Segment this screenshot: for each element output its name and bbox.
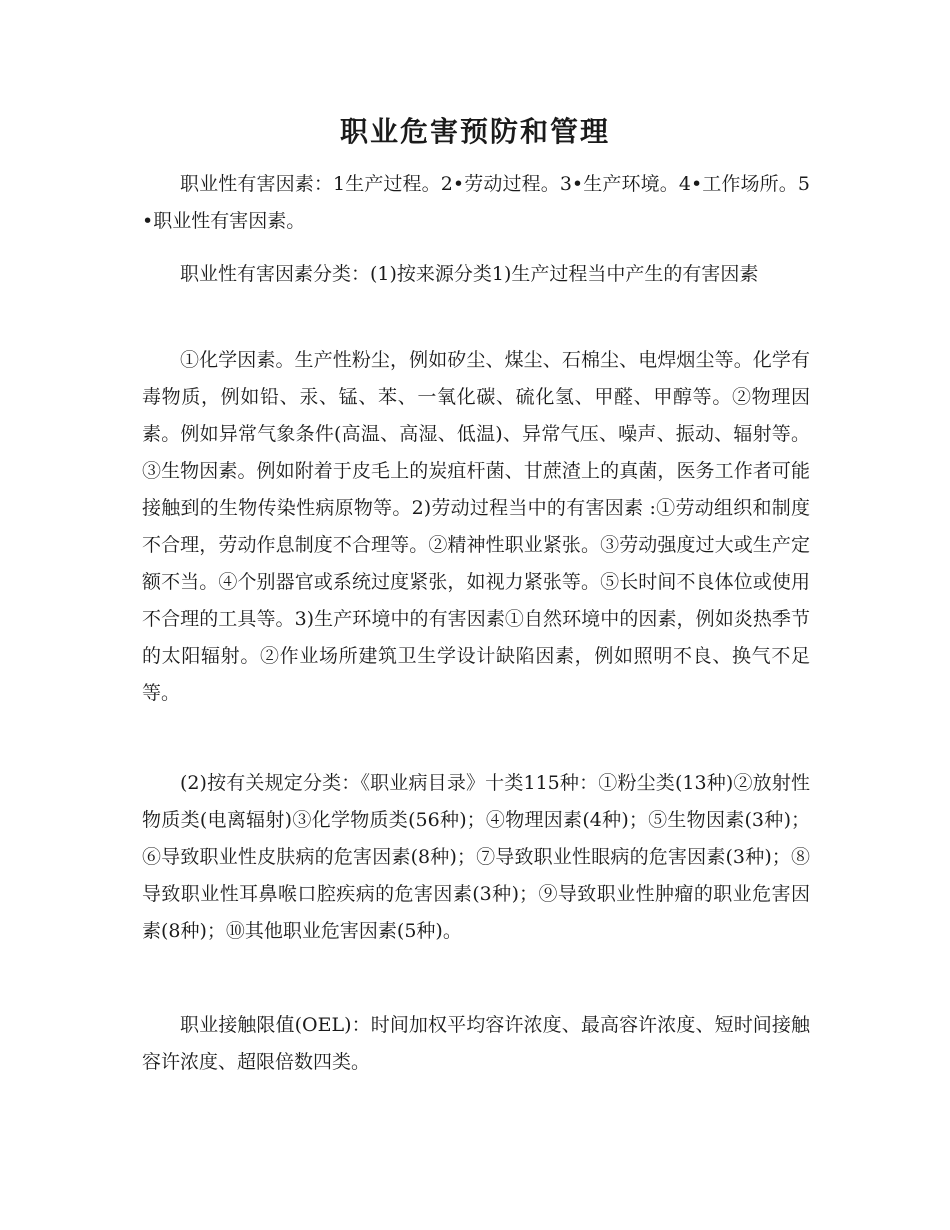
document-title: 职业危害预防和管理: [339, 115, 610, 148]
paragraph-exposure-limits: 职业接触限值(OEL)：时间加权平均容许浓度、最高容许浓度、短时间接触容许浓度、超限倍数四类。: [142, 1014, 810, 1073]
paragraph-factor-details: ①化学因素。生产性粉尘，例如矽尘、煤尘、石棉尘、电焊烟尘等。化学有毒物质，例如铅、汞、锰、苯、一氧化碳、硫化氢、甲醛、甲醇等。②物理因素。例如异常气象条件(高温、高湿、低温)、异常气压、噪声、振动、辐射等。③生物因素。例如附着于皮毛上的炭疽杆菌、甘蔗渣上的真菌，医务工作者可能接触到的生物传染性病原物等。2)劳动过程当中的有害因素 :①劳动组织和制度不合理，劳动作息制度不合理等。②精神性职业紧张。③劳动强度过大或生产定额不当。④个别器官或系统过度紧张，如视力紧张等。⑤长时间不良体位或使用不合理的工具等。3)生产环境中的有害因素①自然环境中的因素，例如炎热季节的太阳辐射。②作业场所建筑卫生学设计缺陷因素，例如照明不良、换气不足等。: [142, 349, 810, 704]
paragraph-classification: 职业性有害因素分类：(1)按来源分类1)生产过程当中产生的有害因素: [180, 263, 759, 285]
paragraph-hazard-factors: 职业性有害因素：1生产过程。2•劳动过程。3•生产环境。4•工作场所。5•职业性有害因素。: [142, 173, 810, 232]
paragraph-regulation-classes: (2)按有关规定分类：《职业病目录》十类115种：①粉尘类(13种)②放射性物质类(电离辐射)③化学物质类(56种)；④物理因素(4种)；⑤生物因素(3种)；⑥导致职业性皮肤病的危害因素(8种)；⑦导致职业性眼病的危害因素(3种)；⑧导致职业性耳鼻喉口腔疾病的危害因素(3种)；⑨导致职业性肿瘤的职业危害因素(8种)；⑩其他职业危害因素(5种)。: [142, 772, 810, 942]
